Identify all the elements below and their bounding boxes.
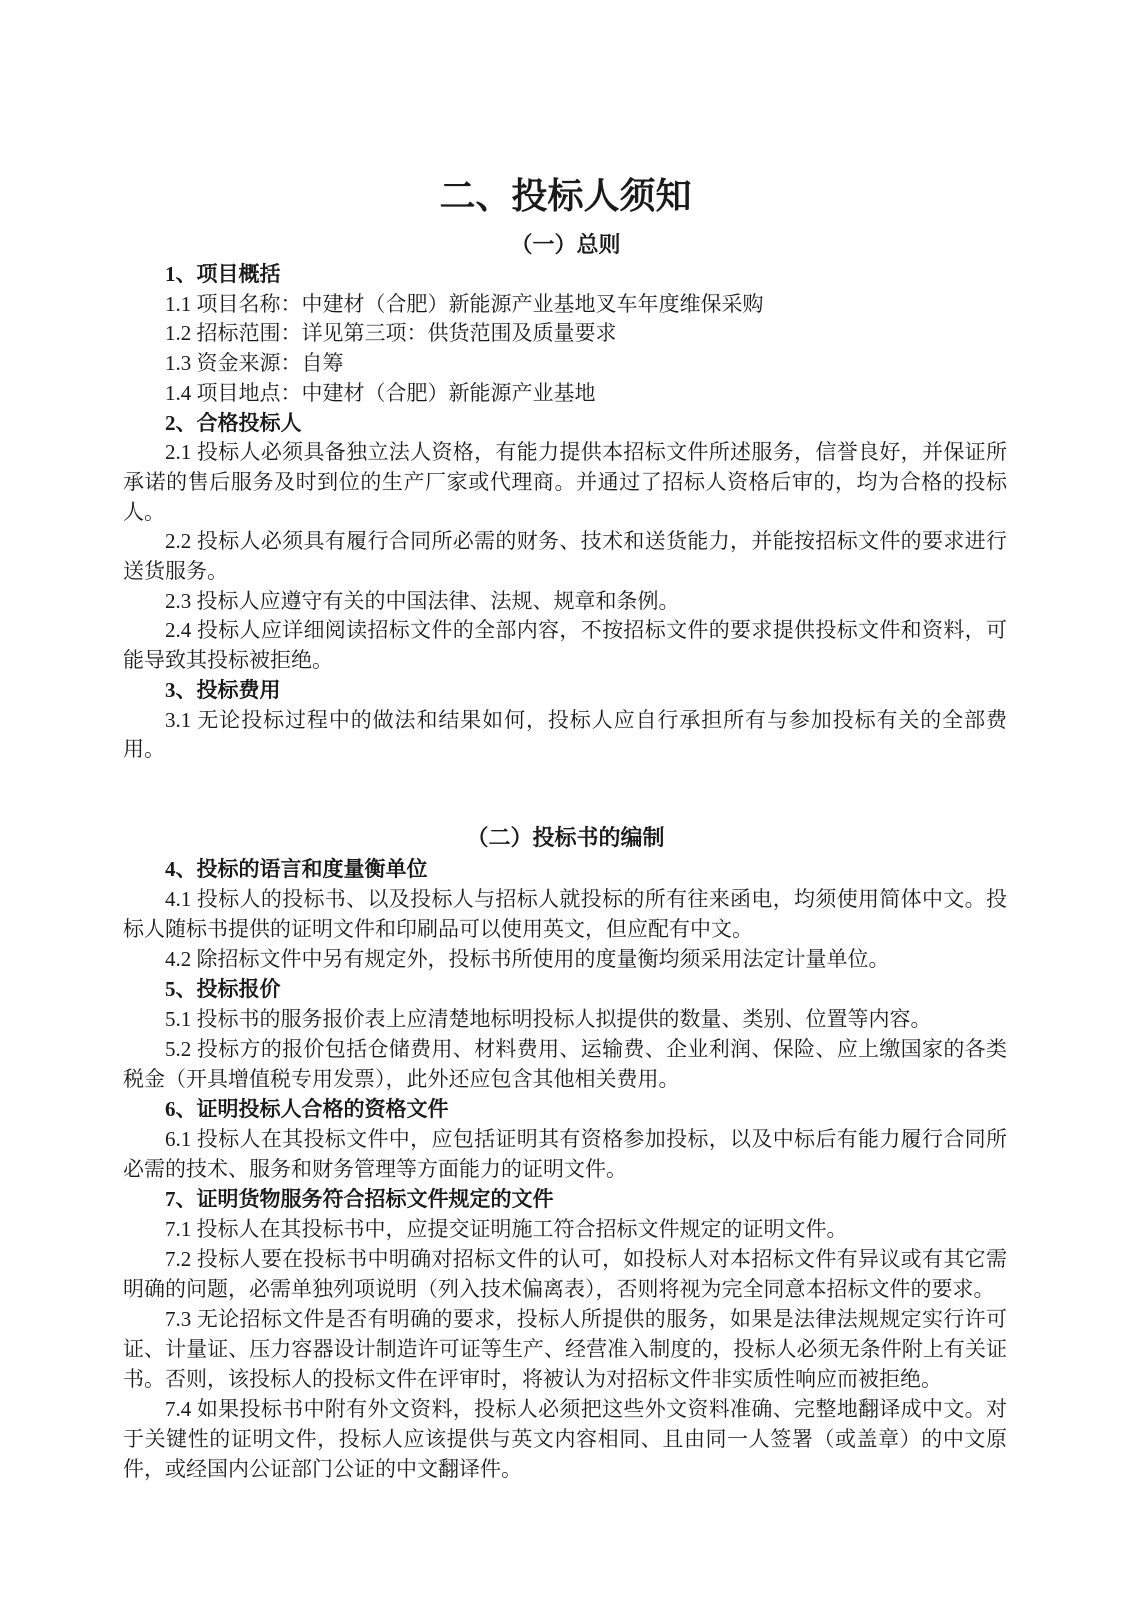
clause-heading-2: 2、合格投标人 (165, 410, 302, 435)
clause-heading-5: 5、投标报价 (165, 976, 281, 1001)
clause-4-1: 4.1 投标人的投标书、以及投标人与招标人就投标的所有往来函电，均须使用简体中文。投标人随标书提供的证明文件和印刷品可以使用英文，但应配有中文。 (123, 886, 1007, 941)
clause-7-3: 7.3 无论招标文件是否有明确的要求，投标人所提供的服务，如果是法律法规规定实行许可证、计量证、压力容器设计制造许可证等生产、经营准入制度的，投标人必须无条件附上有关证书。否则，该投标人的投标文件在评审时，将被认为对招标文件非实质性响应而被拒绝。 (123, 1306, 1007, 1391)
clause-heading-7: 7、证明货物服务符合招标文件规定的文件 (165, 1186, 554, 1211)
clause-1-1: 1.1 项目名称：中建材（合肥）新能源产业基地叉车年度维保采购 (165, 291, 764, 316)
doc-title: 二、投标人须知 (439, 176, 692, 216)
clause-heading-4: 4、投标的语言和度量衡单位 (165, 856, 428, 881)
section-heading-general: （一）总则 (510, 232, 621, 257)
clause-4-2: 4.2 除招标文件中另有规定外，投标书所使用的度量衡均须采用法定计量单位。 (165, 946, 890, 971)
section-heading-bid-preparation: （二）投标书的编制 (466, 824, 665, 850)
clause-heading-3: 3、投标费用 (165, 677, 281, 702)
section-bid-preparation-content (123, 854, 1007, 1484)
clause-2-4: 2.4 投标人应详细阅读招标文件的全部内容，不按招标文件的要求提供投标文件和资料，可能导致其投标被拒绝。 (123, 618, 1007, 673)
clause-3-1: 3.1 无论投标过程中的做法和结果如何，投标人应自行承担所有与参加投标有关的全部费用。 (123, 707, 1007, 762)
clause-7-1: 7.1 投标人在其投标书中，应提交证明施工符合招标文件规定的证明文件。 (165, 1216, 848, 1241)
clause-1-2: 1.2 招标范围：详见第三项：供货范围及质量要求 (165, 321, 617, 346)
clause-2-3: 2.3 投标人应遵守有关的中国法律、法规、规章和条例。 (165, 588, 680, 613)
section-general-content (123, 260, 1007, 765)
clause-heading-6: 6、证明投标人合格的资格文件 (165, 1096, 449, 1121)
clause-2-1: 2.1 投标人必须具备独立法人资格，有能力提供本招标文件所述服务，信誉良好，并保证所承诺的售后服务及时到位的生产厂家或代理商。并通过了招标人资格后审的，均为合格的投标人。 (123, 440, 1007, 524)
clause-1-4: 1.4 项目地点：中建材（合肥）新能源产业基地 (165, 380, 596, 405)
clause-6-1: 6.1 投标人在其投标文件中，应包括证明其有资格参加投标，以及中标后有能力履行合同所必需的技术、服务和财务管理等方面能力的证明文件。 (123, 1126, 1007, 1181)
clause-2-2: 2.2 投标人必须具有履行合同所必需的财务、技术和送货能力，并能按招标文件的要求进行送货服务。 (123, 529, 1007, 584)
clause-5-2: 5.2 投标方的报价包括仓储费用、材料费用、运输费、企业利润、保险、应上缴国家的各类税金（开具增值税专用发票），此外还应包含其他相关费用。 (123, 1036, 1007, 1091)
clause-heading-1: 1、项目概括 (165, 262, 281, 286)
clause-7-4: 7.4 如果投标书中附有外文资料，投标人必须把这些外文资料准确、完整地翻译成中文。对于关键性的证明文件，投标人应该提供与英文内容相同、且由同一人签署（或盖章）的中文原件，或经国内公证部门公证的中文翻译件。 (123, 1396, 1007, 1481)
clause-1-3: 1.3 资金来源：自筹 (165, 351, 344, 376)
clause-5-1: 5.1 投标书的服务报价表上应清楚地标明投标人拟提供的数量、类别、位置等内容。 (165, 1006, 932, 1031)
clause-7-2: 7.2 投标人要在投标书中明确对招标文件的认可，如投标人对本招标文件有异议或有其它需明确的问题，必需单独列项说明（列入技术偏离表），否则将视为完全同意本招标文件的要求。 (123, 1246, 1007, 1301)
